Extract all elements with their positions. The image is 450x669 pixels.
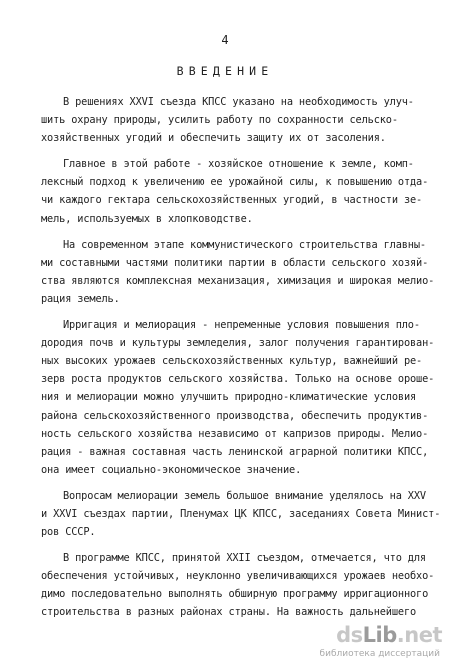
text-line: обеспечения устойчивых, неуклонно увеличивающихся урожаев необхо- [41, 570, 435, 583]
text-line: Ирригация и мелиорация - непременные условия повышения пло- [63, 319, 420, 332]
paragraph [41, 549, 436, 621]
text-line: В программе КПСС, принятой XXII съездом, отмечается, что для [63, 552, 426, 565]
text-line: На современном этапе коммунистического строительства главны- [63, 238, 426, 251]
text-line: Главное в этой работе - хозяйское отношение к земле, комп- [63, 158, 414, 171]
text-line: она имеет социально-экономическое значение. [41, 463, 302, 476]
text-line: ров СССР. [41, 526, 96, 539]
paragraph [41, 93, 436, 147]
text-line: района сельскохозяйственного производства, обеспечить продуктив- [41, 409, 429, 422]
text-line: лексный подход к увеличению ее урожайной силы, к повышению отда- [41, 176, 429, 189]
paragraph [41, 487, 441, 541]
watermark-logo-lib: Lib [362, 623, 397, 647]
text-line: зерв роста продуктов сельского хозяйства. Только на основе ороше- [41, 373, 435, 386]
watermark-logo-ds: ds [336, 623, 363, 647]
watermark-caption: библиотека диссертаций [319, 649, 440, 659]
text-line: строительства в разных районах страны. На важность дальнейшего [41, 606, 417, 619]
text-line: ния и мелиорации можно улучшить природно-климатические условия [41, 391, 417, 404]
watermark-logo [336, 623, 442, 647]
text-line: Вопросам мелиорации земель большое внимание уделялось на XXV [63, 489, 426, 502]
paragraph [41, 155, 436, 227]
text-line: хозяйственных угодий и обеспечить защиту их от засоления. [41, 132, 386, 145]
text-line: чи каждого гектара сельскохозяйственных угодий, в частности зе- [41, 194, 423, 207]
paragraph [41, 316, 436, 479]
text-line: димо последовательно выполнять обширную программу ирригационного [41, 588, 429, 601]
text-line: ми составными частями политики партии в области сельского хозяй- [41, 256, 429, 269]
text-line: и XXVI съездах партии, Пленумах ЦК КПСС, заседаниях Совета Минист- [41, 507, 441, 520]
text-line: мель, используемых в хлопководстве. [41, 212, 253, 225]
watermark [319, 623, 442, 665]
text-line: В решениях XXVI съезда КПСС указано на необходимость улуч- [63, 96, 414, 108]
text-line: ства являются комплексная механизация, химизация и широкая мелио- [41, 274, 435, 287]
text-line: шить охрану природы, усилить работу по сохранности сельско- [41, 114, 398, 127]
body-text [41, 93, 441, 630]
text-line: дородия почв и культуры земледелия, залог получения гарантирован- [41, 337, 435, 350]
text-line: ность сельского хозяйства независимо от капризов природы. Мелио- [41, 427, 429, 440]
page-number: 4 [221, 33, 229, 47]
text-line: рация земель. [41, 292, 120, 305]
text-line: ных высоких урожаев сельскохозяйственных культур, важнейший ре- [41, 355, 423, 368]
watermark-logo-net: .net [396, 623, 442, 647]
text-line: рация - важная составная часть ленинской аграрной политики КПСС, [41, 445, 429, 458]
section-heading: ВВЕДЕНИЕ [176, 64, 274, 78]
paragraph [41, 236, 436, 308]
